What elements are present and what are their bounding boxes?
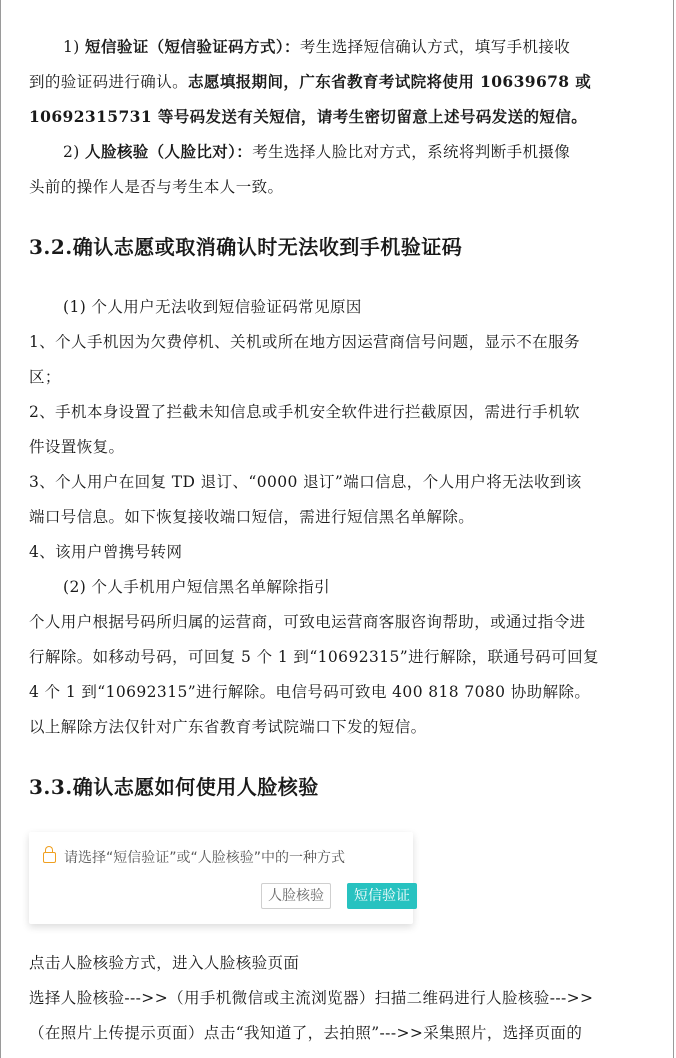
para-face-verify-line1	[63, 142, 651, 162]
reason-4: 4、该用户曾携号转网	[29, 543, 183, 561]
para-face-verify-line2: 头前的操作人是否与考生本人一致。	[29, 178, 284, 196]
verify-method-dialog	[29, 832, 413, 924]
step-text-2: 选择人脸核验--->>（用手机微信或主流浏览器）扫描二维码进行人脸核验--->>	[29, 989, 594, 1007]
guide-line4: 以上解除方法仅针对广东省教育考试院端口下发的短信。	[29, 718, 427, 736]
text-run: 考生选择人脸比对方式，系统将判断手机摄像	[252, 143, 571, 161]
face-verify-button[interactable]: 人脸核验	[261, 883, 331, 909]
text-run: 到的验证码进行确认。	[29, 73, 189, 91]
bold-notice: 志愿填报期间，广东省教育考试院将使用 10639678 或	[188, 72, 592, 91]
section-heading-3-3: 3.3.确认志愿如何使用人脸核验	[29, 775, 319, 799]
para-sms-verify-line1	[63, 37, 651, 57]
reason-1-line1: 1、个人手机因为欠费停机、关机或所在地方因运营商信号问题，显示不在服务	[29, 333, 580, 351]
guide-line3: 4 个 1 到“10692315”进行解除。电信号码可致电 400 818 7080 协助解除。	[29, 683, 591, 701]
bold-term-sms: 短信验证（短信验证码方式）：	[85, 37, 300, 56]
guide-line2: 行解除。如移动号码，可回复 5 个 1 到“10692315”进行解除，联通号码可回复	[29, 648, 599, 666]
reason-1-line2: 区；	[29, 368, 61, 386]
list-marker: 2)	[63, 143, 86, 161]
reason-3-line1: 3、个人用户在回复 TD 退订、“0000 退订”端口信息，个人用户将无法收到该	[29, 473, 582, 491]
subheading-causes: (1) 个人用户无法收到短信验证码常见原因	[63, 298, 362, 316]
reason-2-line2: 件设置恢复。	[29, 438, 125, 456]
para-sms-verify-line2	[29, 72, 651, 92]
guide-line1: 个人用户根据号码所归属的运营商，可致电运营商客服咨询帮助，或通过指令进	[29, 613, 586, 631]
reason-2-line1: 2、手机本身设置了拦截未知信息或手机安全软件进行拦截原因，需进行手机软	[29, 403, 580, 421]
lock-icon	[43, 852, 56, 863]
verify-tip	[43, 847, 345, 867]
bold-term-face: 人脸核验（人脸比对）：	[85, 142, 253, 161]
text-run: 考生选择短信确认方式，填写手机接收	[299, 38, 571, 56]
sms-verify-button[interactable]: 短信验证	[347, 883, 417, 909]
list-marker: 1)	[63, 38, 86, 56]
step-text-1: 点击人脸核验方式，进入人脸核验页面	[29, 954, 300, 972]
para-sms-verify-line3: 10692315731 等号码发送有关短信，请考生密切留意上述号码发送的短信。	[29, 107, 588, 126]
subheading-blacklist: (2) 个人手机用户短信黑名单解除指引	[63, 578, 330, 596]
section-heading-3-2: 3.2.确认志愿或取消确认时无法收到手机验证码	[29, 235, 463, 259]
verify-tip-text: 请选择“短信验证”或“人脸核验”中的一种方式	[64, 850, 346, 866]
step-text-3: （在照片上传提示页面）点击“我知道了，去拍照”--->>采集照片，选择页面的	[29, 1024, 583, 1042]
reason-3-line2: 端口号信息。如下恢复接收端口短信，需进行短信黑名单解除。	[29, 508, 475, 526]
